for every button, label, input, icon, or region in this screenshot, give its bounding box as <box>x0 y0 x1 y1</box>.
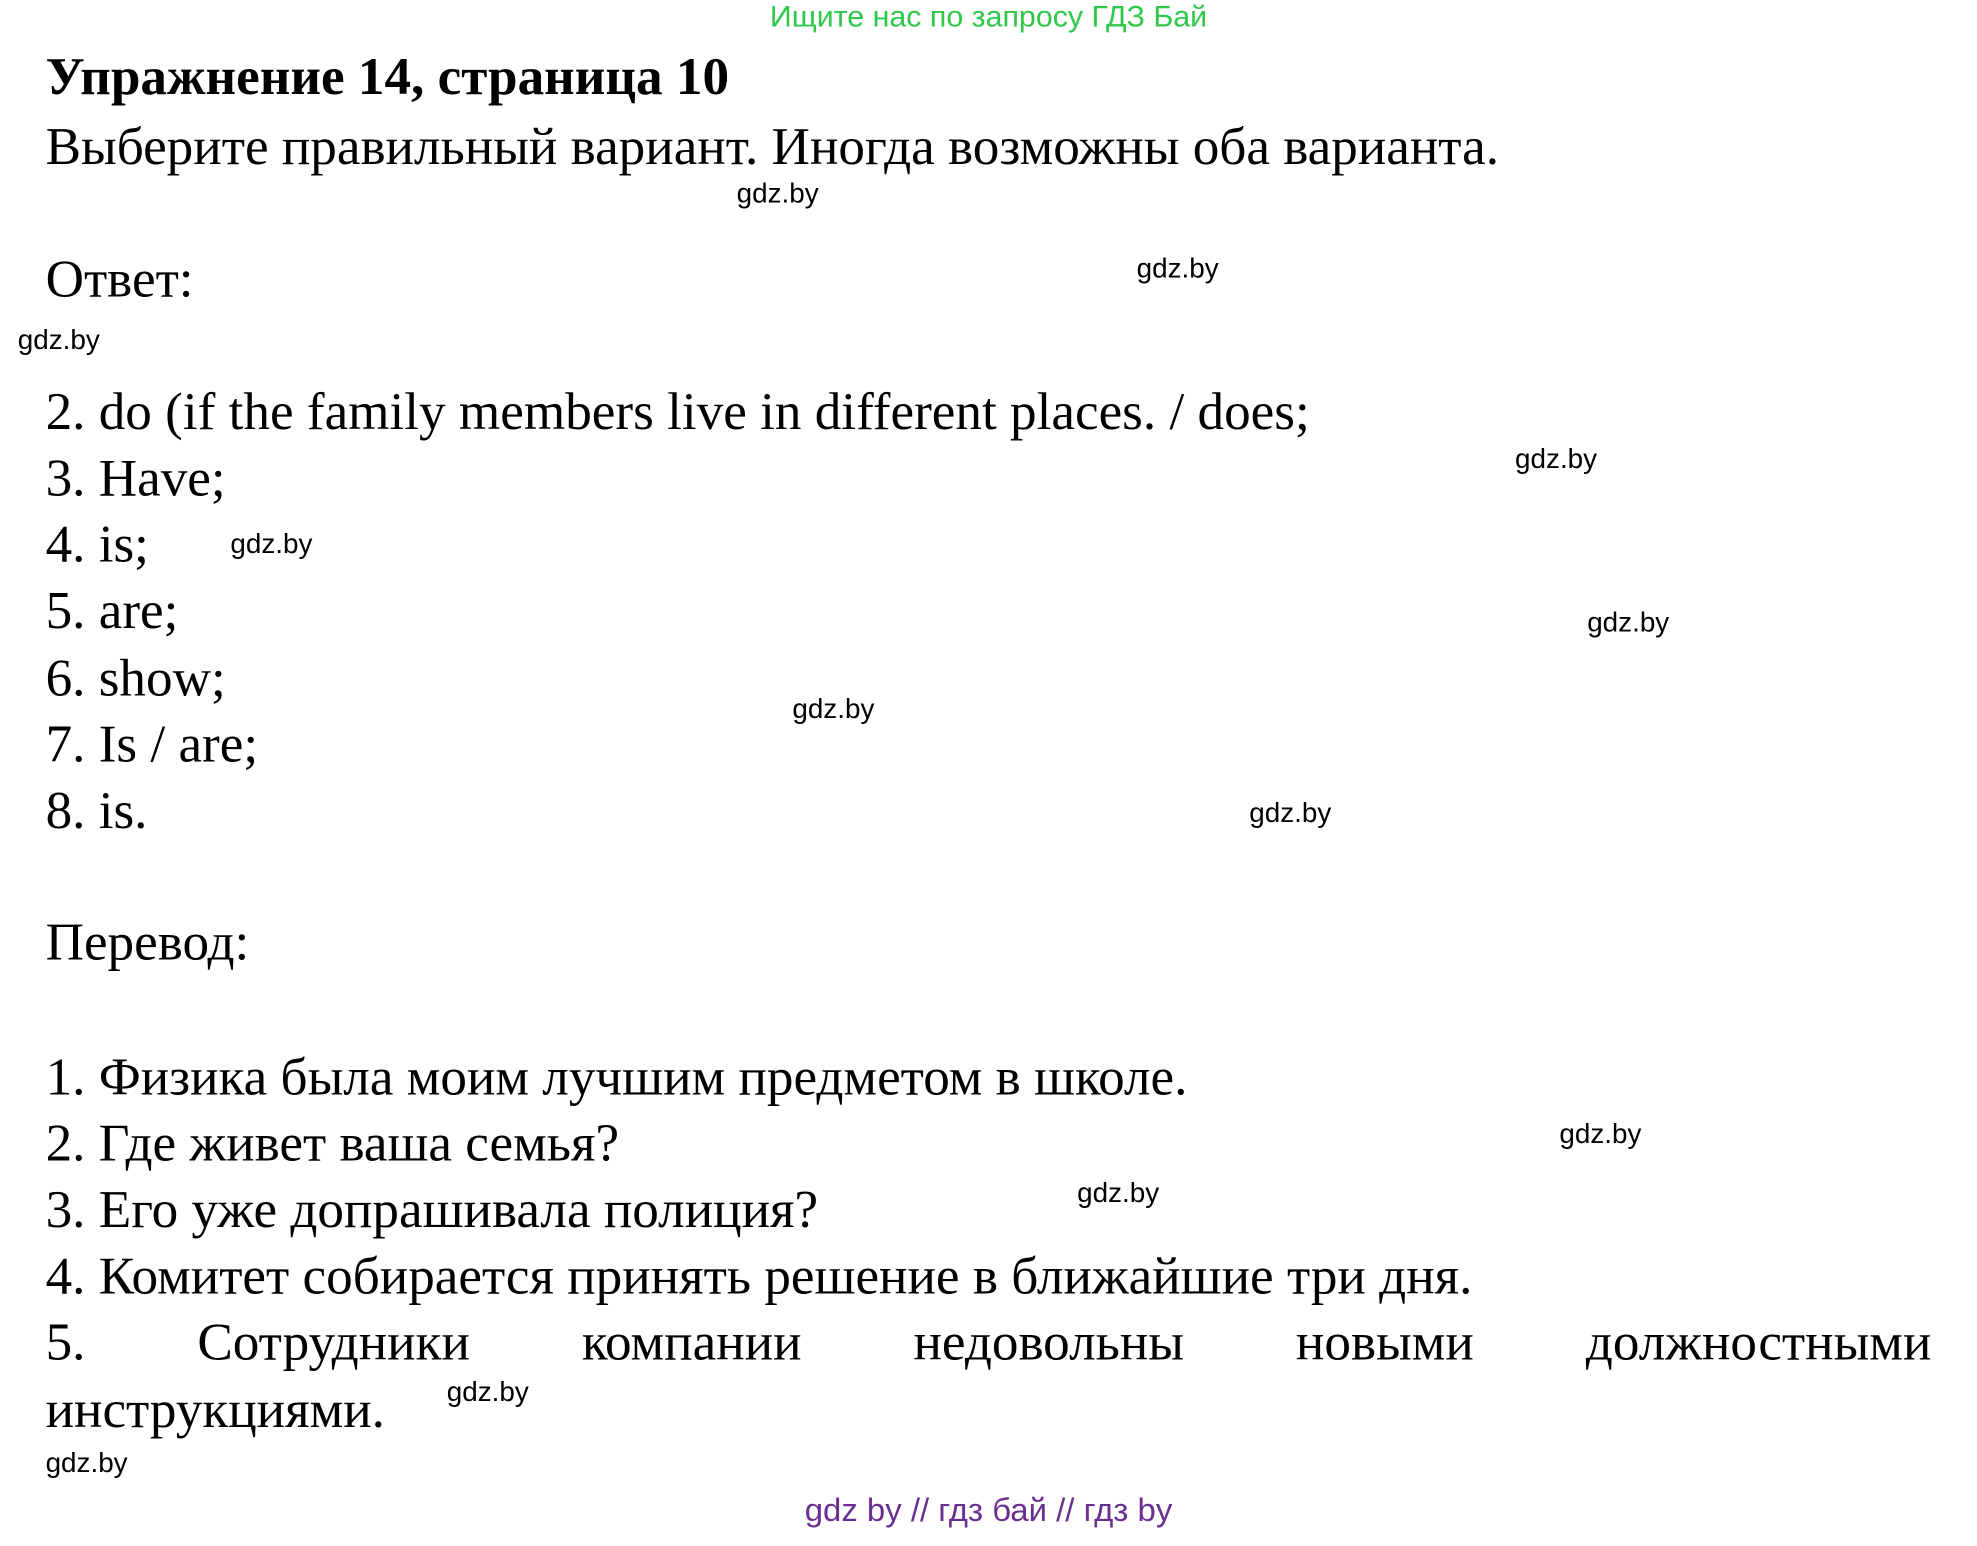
translation-word: 5. <box>45 1314 86 1373</box>
watermark: gdz.by <box>230 527 313 560</box>
watermark: gdz.by <box>446 1375 529 1408</box>
answer-line: 8. is. <box>45 783 148 841</box>
answer-label: Ответ: <box>45 251 194 309</box>
answer-line: 4. is; <box>45 516 149 575</box>
translation-word: новыми <box>1295 1314 1474 1373</box>
translation-line: инструкциями. <box>45 1382 385 1440</box>
translation-label: Перевод: <box>45 914 250 972</box>
answer-line: 7. Is / are; <box>45 716 259 775</box>
exercise-title: Упражнение 14, страница 10 <box>45 48 730 107</box>
answer-line: 5. are; <box>45 582 179 641</box>
translation-line: 1. Физика была моим лучшим предметом в школе. <box>45 1049 1188 1107</box>
watermark: gdz.by <box>17 323 100 356</box>
watermark: gdz.by <box>1515 442 1598 475</box>
top-banner[interactable]: Ищите нас по запросу ГДЗ Бай <box>769 0 1208 34</box>
watermark: gdz.by <box>1249 796 1332 829</box>
answer-line: 3. Have; <box>45 450 226 508</box>
translation-line: 4. Комитет собирается принять решение в ближайшие три дня. <box>45 1248 1473 1306</box>
translation-word: Сотрудники <box>197 1314 470 1373</box>
translation-line: 3. Его уже допрашивала полиция? <box>45 1182 819 1240</box>
watermark: gdz.by <box>45 1447 128 1479</box>
translation-word: компании <box>581 1314 802 1373</box>
answer-line: 2. do (if the family members live in different places. / does; <box>45 383 1310 442</box>
watermark: gdz.by <box>1587 606 1670 638</box>
translation-line: 2. Где живет ваша семья? <box>45 1115 620 1174</box>
watermark: gdz.by <box>736 177 819 209</box>
translation-word: должностными <box>1585 1314 1932 1373</box>
watermark: gdz.by <box>1077 1177 1160 1209</box>
watermark: gdz.by <box>1559 1118 1642 1150</box>
translation-word: недовольны <box>913 1314 1185 1373</box>
answer-line: 6. show; <box>45 650 226 708</box>
footer-links[interactable]: gdz by // гдз бай // гдз by <box>804 1490 1173 1529</box>
translation-line-justified <box>46 1313 1932 1373</box>
watermark: gdz.by <box>1136 252 1219 284</box>
watermark: gdz.by <box>792 692 875 725</box>
task-text: Выберите правильный вариант. Иногда возможны оба варианта. <box>45 118 1500 177</box>
